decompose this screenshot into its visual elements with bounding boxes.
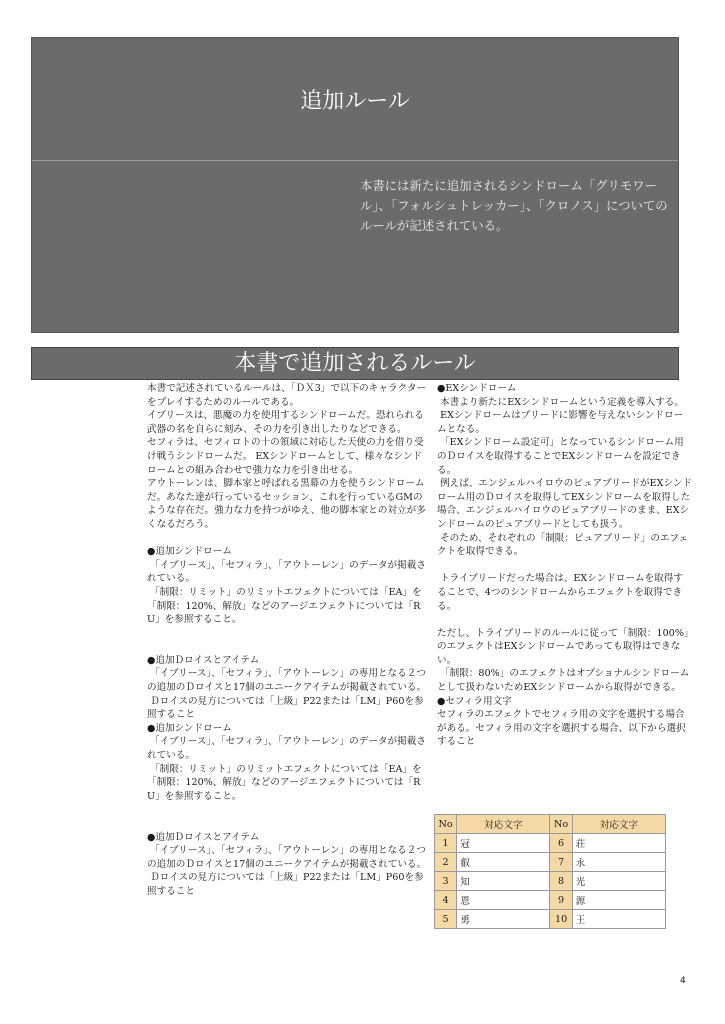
sephira-letter-table [434,814,666,929]
table-cell-no: 9 [550,891,572,910]
table-cell-no: 5 [435,910,457,929]
heading-dlois-items-2: ●追加Ｄロイスとアイテム [147,831,260,843]
paragraph-iblis: イブリースは、悪魔の力を使用するシンドロームだ。恐れられる武器の名を自らに刻み、その力を引き出したりなどできる。 [147,410,424,435]
chapter-header-panel [31,37,679,333]
table-cell-letter: 王 [572,910,665,929]
table-cell-letter: 勇 [457,910,550,929]
table-row [435,853,666,872]
paragraph-autoren: アウトーレンは、脚本家と呼ばれる黒幕の力を使うシンドロームだ。あなた達が行っているセッション、これを行っているGMのような存在だ。強力な力を持つがゆえ、他の脚本家との対立が多くなるだろう。 [147,478,426,530]
section-title: 本書で追加されるルール [234,351,476,376]
table-cell-letter: 知 [457,872,550,891]
table-cell-letter: 冠 [457,834,550,853]
paragraph-intro: 本書で記述されているルールは、「ＤＸ3」で以下のキャラクターをプレイするためのルールである。 [147,383,427,408]
paragraph-tri-breed-limit: ただし、トライブリードのルールに従って「制限：100%」のエフェクトはEXシンドロームであっても取得はできない。 [437,627,689,666]
left-column [147,382,429,899]
table-cell-letter: 源 [572,891,665,910]
table-cell-letter: 叡 [457,853,550,872]
table-cell-letter: 荘 [572,834,665,853]
table-row [435,872,666,891]
heading-added-syndrome-2: ●追加シンドローム [147,722,232,734]
table-cell-no: 1 [435,834,457,853]
chapter-title: 追加ルール [300,89,410,114]
paragraph-ex-pure-breed: そのため、それぞれの「制限：ピュアブリード」のエフェクトを取得できる。 [437,532,689,558]
heading-dlois-items: ●追加Ｄロイスとアイテム [147,654,260,666]
table-row [435,910,666,929]
section-title-band [31,347,679,380]
paragraph-dlois-reference: Ｄロイスの見方については「上級」P22または「LM」P60を参照すること [147,695,424,721]
header-letter: 対応文字 [457,815,550,834]
heading-sephira-letters: ●セフィラ用文字 [437,695,512,707]
table-cell-letter: 恩 [457,891,550,910]
paragraph-dlois-items-2: 「イブリース」、「セフィラ」、「アウトーレン」の専用となる２つの追加のＤロイスと17個のユニークアイテムが掲載されている。 [147,845,427,870]
heading-added-syndrome: ●追加シンドローム [147,546,232,558]
paragraph-ex-breed: EXシンドロームはブリードに影響を与えないシンドロームとなる。 [437,410,684,435]
header-letter: 対応文字 [572,815,665,834]
table-cell-no: 3 [435,872,457,891]
table-cell-letter: 光 [572,872,665,891]
table-cell-no: 10 [550,910,572,929]
paragraph-ex-setting: 「EXシンドローム設定可」となっているシンドローム用のＤロイスを取得することでEXシンドロームを設定できる。 [437,437,684,476]
heading-ex-syndrome: ●EXシンドローム [437,383,517,394]
paragraph-dlois-reference-2: Ｄロイスの見方については「上級」P22または「LM」P60を参照すること [147,872,424,897]
table-row [435,891,666,910]
paragraph-sephira: セフィラは、セフィロトの十の領域に対応した天使の力を借り受け戦うシンドロームだ。 EXシンドロームとして、様々なシンドロームとの組み合わせで強力な力を引き出せる。 [147,437,424,476]
table-cell-no: 2 [435,853,457,872]
page-number: 4 [680,976,686,986]
right-column [437,382,692,749]
paragraph-ex-example: 例えば、エンジェルハイロウのピュアブリードがEXシンドローム用のＤロイスを取得してEXシンドロームを取得した場合、エンジェルハイロウのピュアブリードのまま、EXシンドロームのピュアブリードとしても扱う。 [437,478,693,530]
paragraph-sephira-letters: セフィラのエフェクトでセフィラ用の文字を選択する場合がある。セフィラ用の文字を選択する場合、以下から選択すること [437,709,686,748]
chapter-description: 本書には新たに追加されるシンドローム「グリモワール」、「フォルシュトレッカー」、「クロノス」についてのルールが記述されている。 [360,178,668,233]
table-header-row [435,815,666,834]
header-no: No [435,815,457,834]
paragraph-limit-effects-2: 「制限：リミット」のリミットエフェクトについては「EA」を「制限：120%、解放」などのアージエフェクトについては「RU」を参照すること。 [147,763,422,802]
paragraph-syndrome-data-2: 「イブリース」、「セフィラ」、「アウトーレン」のデータが掲載されている。 [147,736,426,762]
header-no: No [550,815,572,834]
paragraph-dlois-items: 「イブリース」、「セフィラ」、「アウトーレン」の専用となる２つの追加のＤロイスと17個のユニークアイテムが掲載されている。 [147,668,427,694]
table-cell-no: 6 [550,834,572,853]
paragraph-ex-intro: 本書より新たにEXシンドロームという定義を導入する。 [437,396,684,408]
table-cell-no: 8 [550,872,572,891]
paragraph-limit-80: 「制限：80%」のエフェクトはオプショナルシンドロームとして扱わないためEXシンドロームから取得ができる。 [437,668,690,694]
paragraph-tri-breed: トライブリードだった場合は、EXシンドロームを取得することで、4つのシンドロームからエフェクトを取得できる。 [437,573,683,612]
table-row [435,834,666,853]
table-cell-no: 4 [435,891,457,910]
table-cell-letter: 永 [572,853,665,872]
paragraph-syndrome-data: 「イブリース」、「セフィラ」、「アウトーレン」のデータが掲載されている。 [147,559,426,585]
table-cell-no: 7 [550,853,572,872]
header-divider [32,160,678,161]
paragraph-limit-effects: 「制限：リミット」のリミットエフェクトについては「EA」を「制限：120%、解放」などのアージエフェクトについては「RU」を参照すること。 [147,586,422,626]
